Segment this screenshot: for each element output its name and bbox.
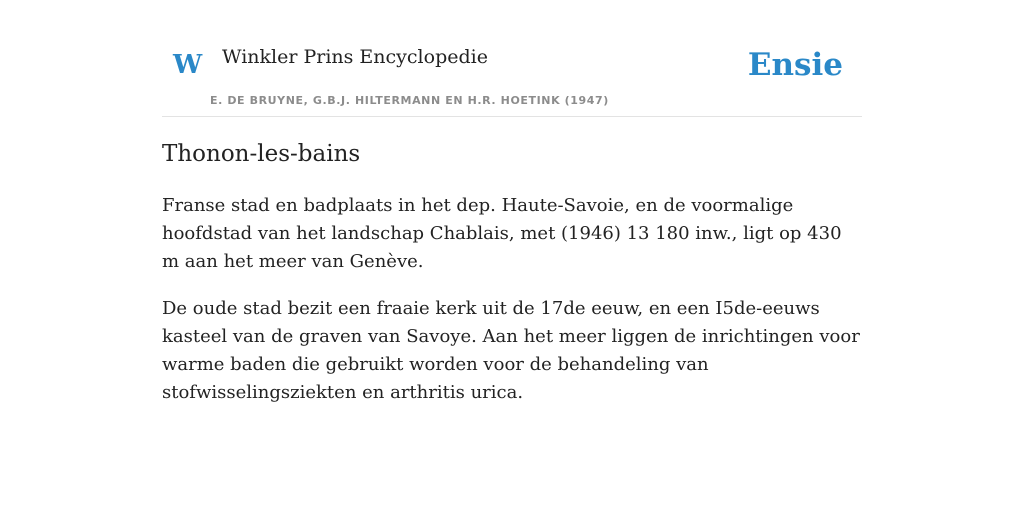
book-logo-icon[interactable]: W	[173, 50, 203, 80]
article-paragraph: De oude stad bezit een fraaie kerk uit de 17de eeuw, en een I5de-eeuws kasteel van de graven van Savoye. Aan het meer liggen de inrichtingen voor warme baden die gebruikt worden voor de behandeling van stofwisselingsziekten en arthritis urica.	[162, 298, 860, 403]
article-title: Thonon-les-bains	[162, 141, 361, 167]
book-header	[162, 0, 862, 117]
book-authors: E. DE BRUYNE, G.B.J. HILTERMANN EN H.R. HOETINK (1947)	[210, 94, 609, 107]
article-paragraph: Franse stad en badplaats in het dep. Haute-Savoie, en de voormalige hoofdstad van het landschap Chablais, met (1946) 13 180 inw., ligt op 430 m aan het meer van Genève.	[162, 195, 842, 272]
book-title-link[interactable]: Winkler Prins Encyclopedie	[222, 46, 488, 68]
ensie-logo-link[interactable]: Ensie	[747, 47, 843, 83]
article	[162, 138, 862, 407]
